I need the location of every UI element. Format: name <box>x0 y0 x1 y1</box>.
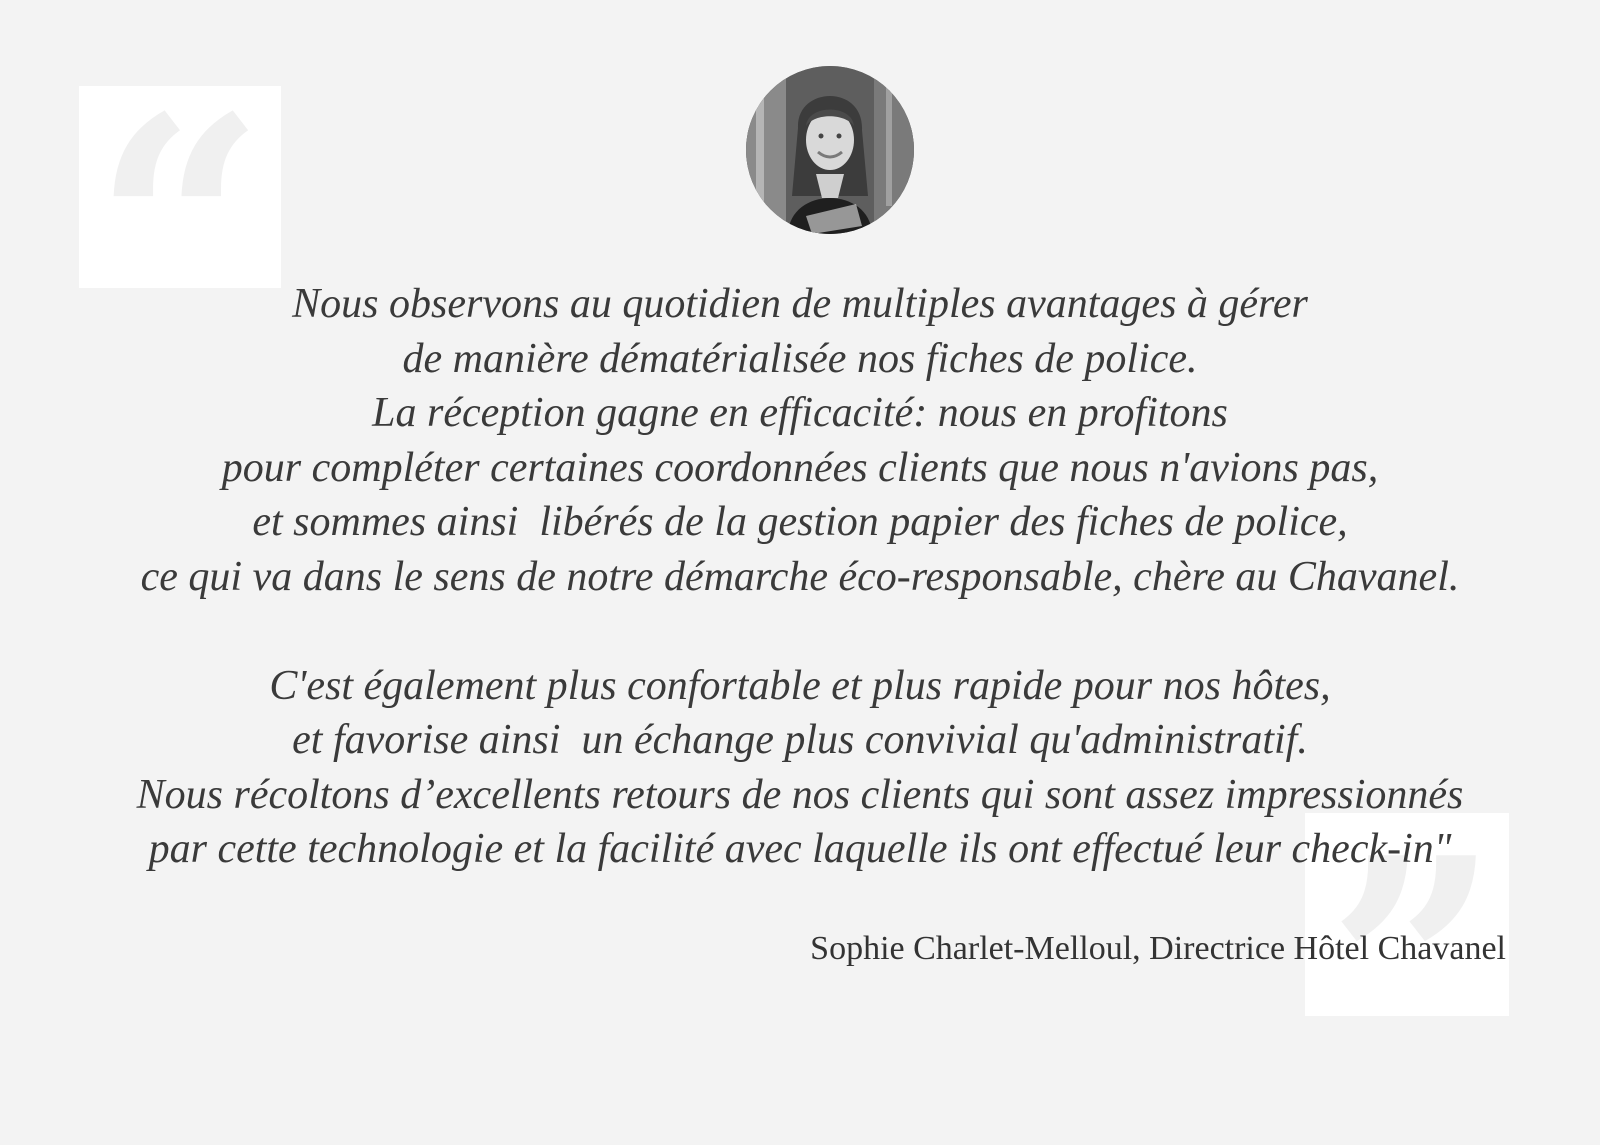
quote-line: ce qui va dans le sens de notre démarche éco-responsable, chère au Chavanel. <box>140 553 1460 600</box>
open-quote-box <box>79 51 281 404</box>
author-attribution: Sophie Charlet-Melloul, Directrice Hôtel Chavanel <box>810 930 1506 967</box>
quote-line: C'est également plus confortable et plus rapide pour nos hôtes, <box>269 662 1331 709</box>
quote-line: Nous récoltons d’excellents retours de nos clients qui sont assez impressionnés <box>136 771 1464 818</box>
quote-line: par cette technologie et la facilité avec laquelle ils ont effectué leur check-in" <box>148 826 1452 872</box>
open-quote-icon: “ <box>93 51 266 404</box>
quote-line: Nous observons au quotidien de multiples avantages à gérer <box>292 281 1308 327</box>
quote-line: de manière dématérialisée nos fiches de police. <box>402 335 1198 382</box>
quote-line: et sommes ainsi libérés de la gestion papier des fiches de police, <box>252 499 1348 545</box>
quote-line: et favorise ainsi un échange plus convivial qu'administratif. <box>292 717 1308 763</box>
testimonial-quote <box>40 277 1560 877</box>
paragraph-gap <box>40 604 1560 659</box>
avatar <box>746 66 914 234</box>
close-quote-icon: ” <box>1327 792 1500 1145</box>
quote-line: La réception gagne en efficacité: nous en profitons <box>372 390 1228 436</box>
quote-line: pour compléter certaines coordonnées clients que nous n'avions pas, <box>221 444 1379 491</box>
portrait-photo <box>746 66 914 234</box>
